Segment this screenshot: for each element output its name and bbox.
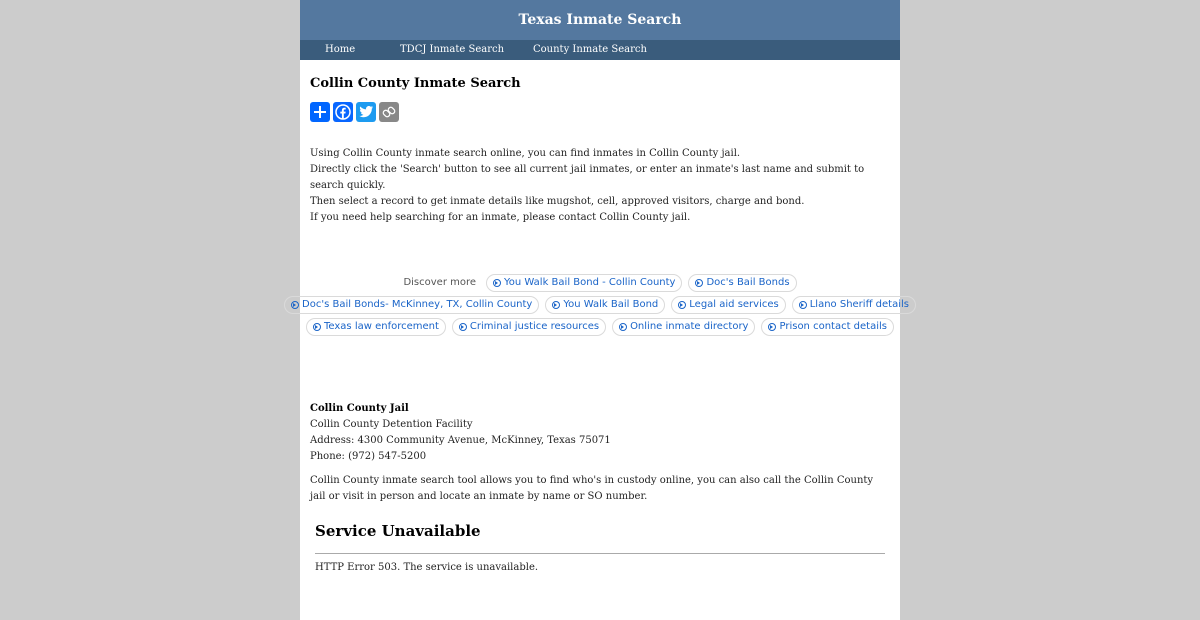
play-circle-icon <box>493 279 501 287</box>
chip-label: Llano Sheriff details <box>809 299 909 310</box>
chip-label: Texas law enforcement <box>324 321 439 332</box>
add-icon[interactable] <box>310 102 330 122</box>
facebook-icon[interactable] <box>333 102 353 122</box>
twitter-icon[interactable] <box>356 102 376 122</box>
discover-chip[interactable] <box>486 274 682 292</box>
discover-chip[interactable] <box>761 318 894 336</box>
discover-more-section <box>300 274 909 340</box>
site-header <box>300 0 900 40</box>
play-circle-icon <box>459 323 467 331</box>
jail-info <box>310 401 890 465</box>
jail-address: Address: 4300 Community Avenue, McKinney, Texas 75071 <box>310 435 611 446</box>
play-circle-icon <box>695 279 703 287</box>
discover-chip[interactable] <box>452 318 606 336</box>
jail-phone: Phone: (972) 547-5200 <box>310 451 427 462</box>
error-divider <box>315 553 885 554</box>
intro-text <box>310 146 890 226</box>
page-title: Collin County Inmate Search <box>310 76 521 91</box>
chip-label: Doc's Bail Bonds <box>706 277 790 288</box>
service-error-panel <box>315 522 885 573</box>
site-title: Texas Inmate Search <box>518 12 682 28</box>
play-circle-icon <box>552 301 560 309</box>
main-nav <box>300 40 900 60</box>
chip-label: Doc's Bail Bonds- McKinney, TX, Collin County <box>302 299 533 310</box>
play-circle-icon <box>678 301 686 309</box>
chip-label: Legal aid services <box>689 299 779 310</box>
intro-line: Then select a record to get inmate details like mugshot, cell, approved visitors, charge and bond. <box>310 196 805 207</box>
share-buttons <box>310 102 399 122</box>
intro-line: Using Collin County inmate search online, you can find inmates in Collin County jail. <box>310 148 741 159</box>
discover-chip[interactable] <box>671 296 785 314</box>
discover-more-label: Discover more <box>403 277 477 288</box>
play-circle-icon <box>313 323 321 331</box>
discover-chip[interactable] <box>688 274 796 292</box>
jail-facility: Collin County Detention Facility <box>310 419 473 430</box>
nav-home[interactable]: Home <box>325 44 356 55</box>
page-container <box>300 0 909 620</box>
play-circle-icon <box>768 323 776 331</box>
discover-chip[interactable] <box>306 318 446 336</box>
intro-line: If you need help searching for an inmate, please contact Collin County jail. <box>310 212 691 223</box>
discover-chip[interactable] <box>284 296 539 314</box>
intro-line: Directly click the 'Search' button to see all current jail inmates, or enter an inmate's last name and submit to search quickly. <box>310 164 865 191</box>
chip-label: Online inmate directory <box>630 321 749 332</box>
error-message: HTTP Error 503. The service is unavailable. <box>315 562 539 573</box>
chip-label: You Walk Bail Bond - Collin County <box>504 277 676 288</box>
play-circle-icon <box>619 323 627 331</box>
nav-county-inmate-search[interactable]: County Inmate Search <box>533 44 647 55</box>
copy-link-icon[interactable] <box>379 102 399 122</box>
chip-label: Criminal justice resources <box>469 321 600 332</box>
error-title: Service Unavailable <box>315 522 481 540</box>
play-circle-icon <box>291 301 299 309</box>
search-tool-description: Collin County inmate search tool allows you to find who's in custody online, you can also call the Collin County jail or visit in person and locate an inmate by name or SO number. <box>310 475 874 502</box>
play-circle-icon <box>799 301 807 309</box>
discover-chip[interactable] <box>792 296 916 314</box>
discover-chip[interactable] <box>612 318 755 336</box>
jail-name: Collin County Jail <box>310 403 409 414</box>
chip-label: Prison contact details <box>779 321 887 332</box>
nav-tdcj-inmate-search[interactable]: TDCJ Inmate Search <box>400 44 505 55</box>
discover-chip[interactable] <box>545 296 665 314</box>
chip-label: You Walk Bail Bond <box>563 299 659 310</box>
